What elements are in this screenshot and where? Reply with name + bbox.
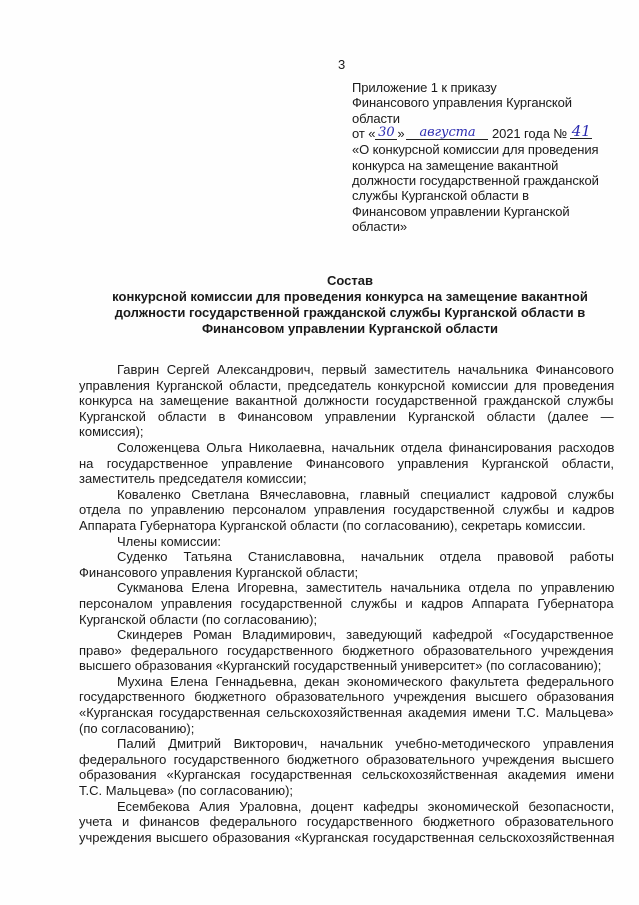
paragraph-line: Финансового управления Курганской области; — [79, 564, 359, 580]
date-prefix: от « — [352, 126, 376, 142]
document-title — [90, 273, 610, 337]
paragraph-line: Скиндерев Роман Владимирович, заведующий кафедрой «Государственное — [117, 627, 614, 643]
paragraph-line: учреждения высшего образования «Курганская государственная сельскохозяйственная — [79, 829, 615, 845]
paragraph-line: федерального государственного бюджетного образовательного учреждения высшего — [79, 751, 614, 767]
subject-line: службы Курганской области в — [352, 188, 529, 204]
member-paragraph — [79, 534, 614, 550]
member-paragraph — [79, 549, 614, 580]
paragraph-line: образования «Курганская государственная сельскохозяйственная академия имени — [79, 767, 615, 783]
subject-line: Финансовом управлении Курганской — [352, 203, 570, 219]
paragraph-line: на государственное управление Финансового управления Курганской области, — [79, 455, 615, 471]
date-quote-close: » — [397, 126, 405, 142]
title-line: Состав — [327, 273, 373, 288]
paragraph-line: управления Курганской области, председатель конкурсной комиссии для проведения — [79, 377, 615, 393]
paragraph-line: Т.С. Мальцева» (по согласованию); — [79, 783, 294, 799]
subject-line: конкурса на замещение вакантной — [352, 157, 559, 173]
member-paragraph — [79, 440, 614, 487]
paragraph-line: отдела по управлению персоналом управления государственной службы и кадров — [79, 502, 615, 518]
paragraph-line: «Курганская государственная сельскохозяйственная академия имени Т.С. Мальцева» — [79, 705, 614, 721]
handwritten-month: августа — [406, 126, 488, 140]
appendix-line: Приложение 1 к приказу — [352, 80, 497, 95]
paragraph-line: Соложенцева Ольга Николаевна, начальник отдела финансирования расходов — [117, 439, 615, 455]
paragraph-line: конкурса на замещение вакантной должности государственной гражданской службы — [79, 393, 614, 409]
subject-line: «О конкурсной комиссии для проведения — [352, 142, 599, 158]
paragraph-line: Коваленко Светлана Вячеславовна, главный специалист кадровой службы — [117, 486, 614, 502]
paragraph-line: персоналом управления государственной службы и кадров Аппарата Губернатора — [79, 595, 614, 611]
member-paragraph — [79, 736, 614, 798]
member-paragraph — [79, 627, 614, 674]
paragraph-line: заместитель председателя комиссии; — [79, 471, 307, 487]
paragraph-line: Курганской области в Финансовом управлении Курганской области (далее — — [79, 408, 614, 424]
paragraph-line: государственного бюджетного образовательного учреждения высшего образования — [79, 689, 615, 705]
title-line: Финансовом управлении Курганской области — [201, 321, 499, 336]
paragraph-line: комиссия); — [79, 424, 144, 440]
page-number: 3 — [338, 57, 346, 72]
date-year: 2021 года № — [492, 126, 568, 142]
member-paragraph — [79, 487, 614, 534]
appendix-line: области — [352, 110, 400, 126]
paragraph-line: Сукманова Елена Игоревна, заместитель начальника отдела по управлению — [117, 580, 615, 596]
handwritten-order-number: 41 — [571, 122, 591, 141]
order-date-line — [352, 122, 614, 142]
subject-line: области» — [352, 219, 408, 235]
paragraph-line: Аппарата Губернатора Курганской области (по согласованию), секретарь комиссии. — [79, 517, 586, 533]
paragraph-line: учета и финансов федерального государственного бюджетного образовательного — [79, 814, 614, 830]
paragraph-line: высшего образования «Курганский государственный университет» (по согласованию); — [79, 658, 602, 674]
member-paragraph — [79, 674, 614, 736]
paragraph-line: Суденко Татьяна Станиславовна, начальник отдела правовой работы — [117, 549, 614, 565]
paragraph-line: Курганской области (по согласованию); — [79, 611, 318, 627]
subject-line: должности государственной гражданской — [352, 173, 599, 189]
paragraph-line: Гаврин Сергей Александрович, первый заместитель начальника Финансового — [117, 362, 614, 377]
title-line: должности государственной гражданской службы Курганской области в — [114, 305, 586, 320]
member-paragraph — [79, 799, 614, 846]
member-paragraph — [79, 580, 614, 627]
appendix-header — [352, 80, 614, 235]
paragraph-line: Мухина Елена Геннадьевна, декан экономического факультета федерального — [117, 673, 614, 689]
paragraph-line: Есембекова Алия Ураловна, доцент кафедры экономической безопасности, — [117, 798, 615, 814]
paragraph-line: право» федерального государственного бюджетного образовательного учреждения — [79, 642, 614, 658]
commission-members-list — [79, 362, 614, 845]
paragraph-line: Члены комиссии: — [117, 533, 222, 549]
member-paragraph — [79, 362, 614, 440]
title-line: конкурсной комиссии для проведения конкурса на замещение вакантной — [112, 289, 588, 304]
paragraph-line: Палий Дмитрий Викторович, начальник учебно-методического управления — [117, 736, 614, 752]
paragraph-line: (по согласованию); — [79, 720, 195, 736]
appendix-line: Финансового управления Курганской — [352, 95, 572, 111]
handwritten-day: 30 — [375, 126, 397, 140]
